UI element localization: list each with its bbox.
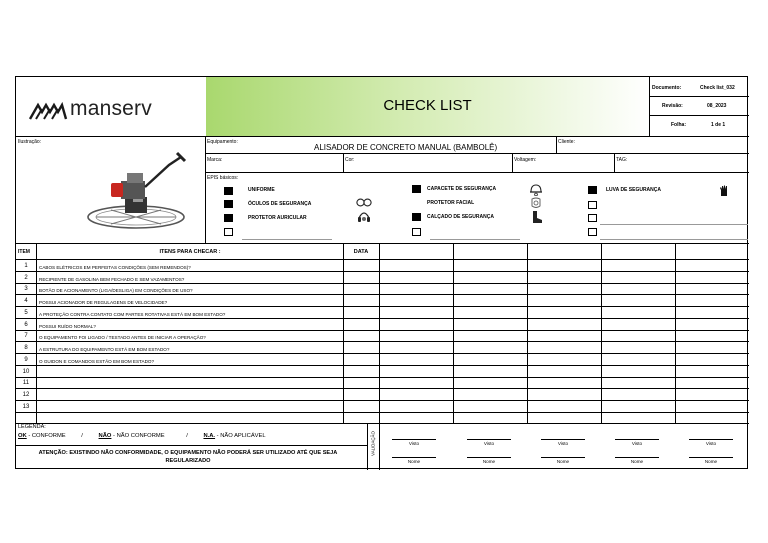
table-row-2-text: RECIPIENTE DE GASOLINA BEM FECHADO E SEM VAZAMENTOS?	[39, 277, 185, 282]
title-banner	[206, 77, 649, 136]
validacao-label: VALIDAÇÃO	[370, 431, 376, 456]
voltagem-label: Voltagem:	[514, 157, 537, 163]
protetor-facial-label: PROTETOR FACIAL	[427, 200, 475, 206]
table-row-3-number: 3	[24, 286, 28, 292]
meta-revisao-label: Revisão:	[662, 103, 683, 109]
table-row-3-text: BOTÃO DE ACIONAMENTO (LIGA/DESLIGA) EM CONDIÇÕES DE USO?	[39, 288, 193, 293]
goggles-icon	[356, 198, 372, 207]
capacete-checkbox[interactable]	[412, 185, 421, 193]
table-row-10-number: 10	[22, 369, 30, 375]
boot-icon	[531, 210, 543, 224]
manserv-logo-icon	[28, 99, 68, 121]
table-row-6-text: POSSUI RUÍDO NORMAL?	[39, 324, 96, 329]
nome-3: Nome	[556, 459, 570, 464]
table-row-1-text: CABOS ELÉTRICOS EM PERFEITAS CONDIÇÕES (SEM REMENDOS)?	[39, 265, 191, 270]
table-row-8-text: A ESTRUTURA DO EQUIPAMENTO ESTÁ EM BOM ESTADO?	[39, 347, 170, 352]
page-title: CHECK LIST	[383, 97, 472, 114]
legend-nao-text: - NÃO CONFORME	[111, 433, 165, 439]
cliente-label: Cliente:	[558, 139, 575, 145]
meta-documento-value: Check list_032	[700, 85, 735, 91]
visto-4: Visto	[631, 441, 643, 446]
equipamento-value: ALISADOR DE CONCRETO MANUAL (BAMBOLÊ)	[314, 143, 498, 152]
meta-documento-label: Documento:	[652, 85, 682, 91]
table-row-9-text: O GUIDON E COMANDOS ESTÃO EM BOM ESTADO?	[39, 359, 155, 364]
table-row-12-number: 12	[22, 392, 30, 398]
table-row-4-text: POSSUI ACIONADOR DE REGULAGENS DE VELOCIDADE?	[39, 300, 168, 305]
visto-2: Visto	[483, 441, 495, 446]
meta-revisao-value: 08_2023	[707, 103, 727, 109]
table-header-itens: ITENS PARA CHECAR :	[159, 249, 221, 255]
table-row-7-number: 7	[24, 333, 28, 339]
equipamento-label: Equipamento:	[207, 139, 238, 145]
calcado-label: CALÇADO DE SEGURANÇA	[427, 214, 494, 220]
legend-ok: OK	[18, 433, 27, 439]
table-row-5-text: A PROTEÇÃO CONTRA CONTATO COM PARTES ROTATIVAS ESTÁ EM BOM ESTADO?	[39, 312, 226, 317]
epis-label: EPIS básicos:	[207, 175, 239, 181]
legend-line	[18, 433, 266, 439]
helmet-icon	[529, 184, 543, 196]
logo	[28, 95, 208, 125]
uniforme-checkbox[interactable]	[224, 187, 233, 195]
luva-checkbox[interactable]	[588, 186, 597, 194]
legend-title: LEGENDA:	[18, 424, 46, 430]
visto-3: Visto	[557, 441, 569, 446]
protetor-auricular-checkbox[interactable]	[224, 214, 233, 222]
table-row-6-number: 6	[24, 322, 28, 328]
legend-na: N.A.	[203, 433, 216, 439]
calcado-checkbox[interactable]	[412, 213, 421, 221]
uniforme-label: UNIFORME	[248, 187, 275, 193]
legend-sep-2: /	[186, 433, 188, 439]
table-row-1-number: 1	[24, 263, 28, 269]
table-header-data: DATA	[353, 249, 369, 255]
cor-label: Cor:	[345, 157, 355, 163]
protetor-auricular-label: PROTETOR AURICULAR	[248, 215, 307, 221]
legend-nao: NÃO	[98, 433, 112, 439]
meta-folha-value: 1 de 1	[711, 122, 726, 128]
table-row-5-number: 5	[24, 310, 28, 316]
extra-checkbox-5[interactable]	[588, 228, 597, 236]
glove-icon	[719, 185, 729, 197]
tag-label: TAG:	[616, 157, 628, 163]
extra-checkbox-4[interactable]	[588, 214, 597, 222]
table-row-13-number: 13	[22, 404, 30, 410]
oculos-label: ÓCULOS DE SEGURANÇA	[248, 201, 312, 207]
table-row-8-number: 8	[24, 345, 28, 351]
checklist-sheet	[15, 76, 748, 469]
ilustracao-label: Ilustração:	[18, 139, 42, 145]
extra-checkbox-3[interactable]	[588, 201, 597, 209]
extra-checkbox-1[interactable]	[224, 228, 233, 236]
meta-folha-label: Folha:	[671, 122, 686, 128]
logo-text: manserv	[70, 97, 152, 120]
nome-1: Nome	[407, 459, 421, 464]
nome-5: Nome	[704, 459, 718, 464]
meta-block	[649, 77, 749, 136]
legend-ok-text: - CONFORME	[26, 433, 66, 439]
visto-5: Visto	[705, 441, 717, 446]
table-row-9-number: 9	[24, 357, 28, 363]
table-row-2-number: 2	[24, 275, 28, 281]
oculos-checkbox[interactable]	[224, 200, 233, 208]
face-shield-icon	[530, 197, 542, 209]
power-trowel-icon	[81, 143, 191, 235]
nome-4: Nome	[630, 459, 644, 464]
table-row-11-number: 11	[22, 380, 30, 386]
table-row-7-text: O EQUIPAMENTO FOI LIGADO / TESTADO ANTES DE INICIAR A OPERAÇÃO?	[39, 335, 206, 340]
extra-checkbox-2[interactable]	[412, 228, 421, 236]
legend-sep-1: /	[81, 433, 83, 439]
marca-label: Marca:	[207, 157, 223, 163]
legend-na-text: - NÃO APLICÁVEL	[215, 433, 266, 439]
ear-protector-icon	[357, 210, 371, 224]
nome-2: Nome	[482, 459, 496, 464]
luva-label: LUVA DE SEGURANÇA	[606, 187, 662, 193]
table-header-item: ITEM	[18, 249, 30, 255]
visto-1: Visto	[408, 441, 420, 446]
capacete-label: CAPACETE DE SEGURANÇA	[427, 186, 497, 192]
warning-text: ATENÇÃO: EXISTINDO NÃO CONFORMIDADE, O EQUIPAMENTO NÃO PODERÁ SER UTILIZADO ATÉ QUE SEJA REGULARIZADO	[38, 450, 338, 464]
table-row-4-number: 4	[24, 298, 28, 304]
